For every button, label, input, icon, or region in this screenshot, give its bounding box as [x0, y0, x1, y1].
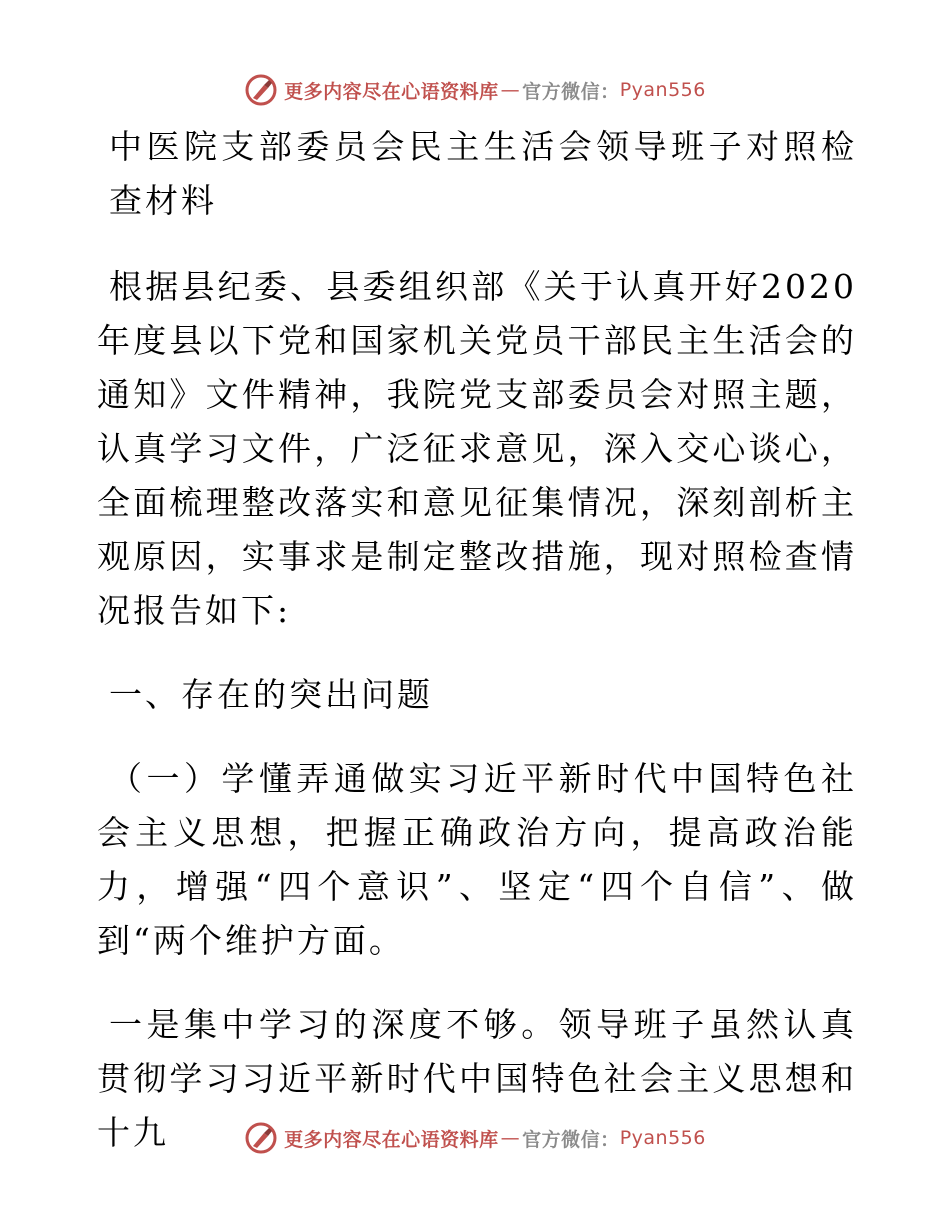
pen-logo-icon — [244, 73, 278, 107]
pen-logo-icon — [244, 1121, 278, 1155]
watermark-text: 更多内容尽在心语资料库 — [284, 1128, 499, 1151]
point-paragraph: 一是集中学习的深度不够。领导班子虽然认真贯彻学习习近平新时代中国特色社会主义思想和十九 — [97, 1005, 857, 1152]
header-watermark — [0, 70, 950, 110]
section-heading: 一、存在的突出问题 — [109, 675, 433, 714]
footer-watermark — [0, 1118, 950, 1158]
document-body — [97, 120, 857, 1190]
watermark-official: 官方微信： — [522, 1128, 620, 1151]
watermark-text: 更多内容尽在心语资料库 — [284, 80, 499, 103]
watermark-id: Pyan556 — [619, 79, 706, 101]
subsection-paragraph: （一）学懂弄通做实习近平新时代中国特色社会主义思想，把握正确政治方向，提高政治能力，增强“四个意识”、坚定“四个自信”、做到“两个维护方面。 — [97, 759, 857, 960]
watermark-dash: — — [500, 1127, 521, 1149]
intro-paragraph: 根据县纪委、县委组织部《关于认真开好2020年度县以下党和国家机关党员干部民主生活会的通知》文件精神，我院党支部委员会对照主题，认真学习文件，广泛征求意见，深入交心谈心，全面梳理整改落实和意见征集情况，深刻剖析主观原因，实事求是制定整改措施，现对照检查情况报告如下: — [97, 267, 857, 630]
watermark-dash: — — [500, 79, 521, 101]
document-title: 中医院支部委员会民主生活会领导班子对照检查材料 — [109, 127, 857, 220]
watermark-official: 官方微信： — [522, 80, 620, 103]
watermark-id: Pyan556 — [619, 1127, 706, 1149]
